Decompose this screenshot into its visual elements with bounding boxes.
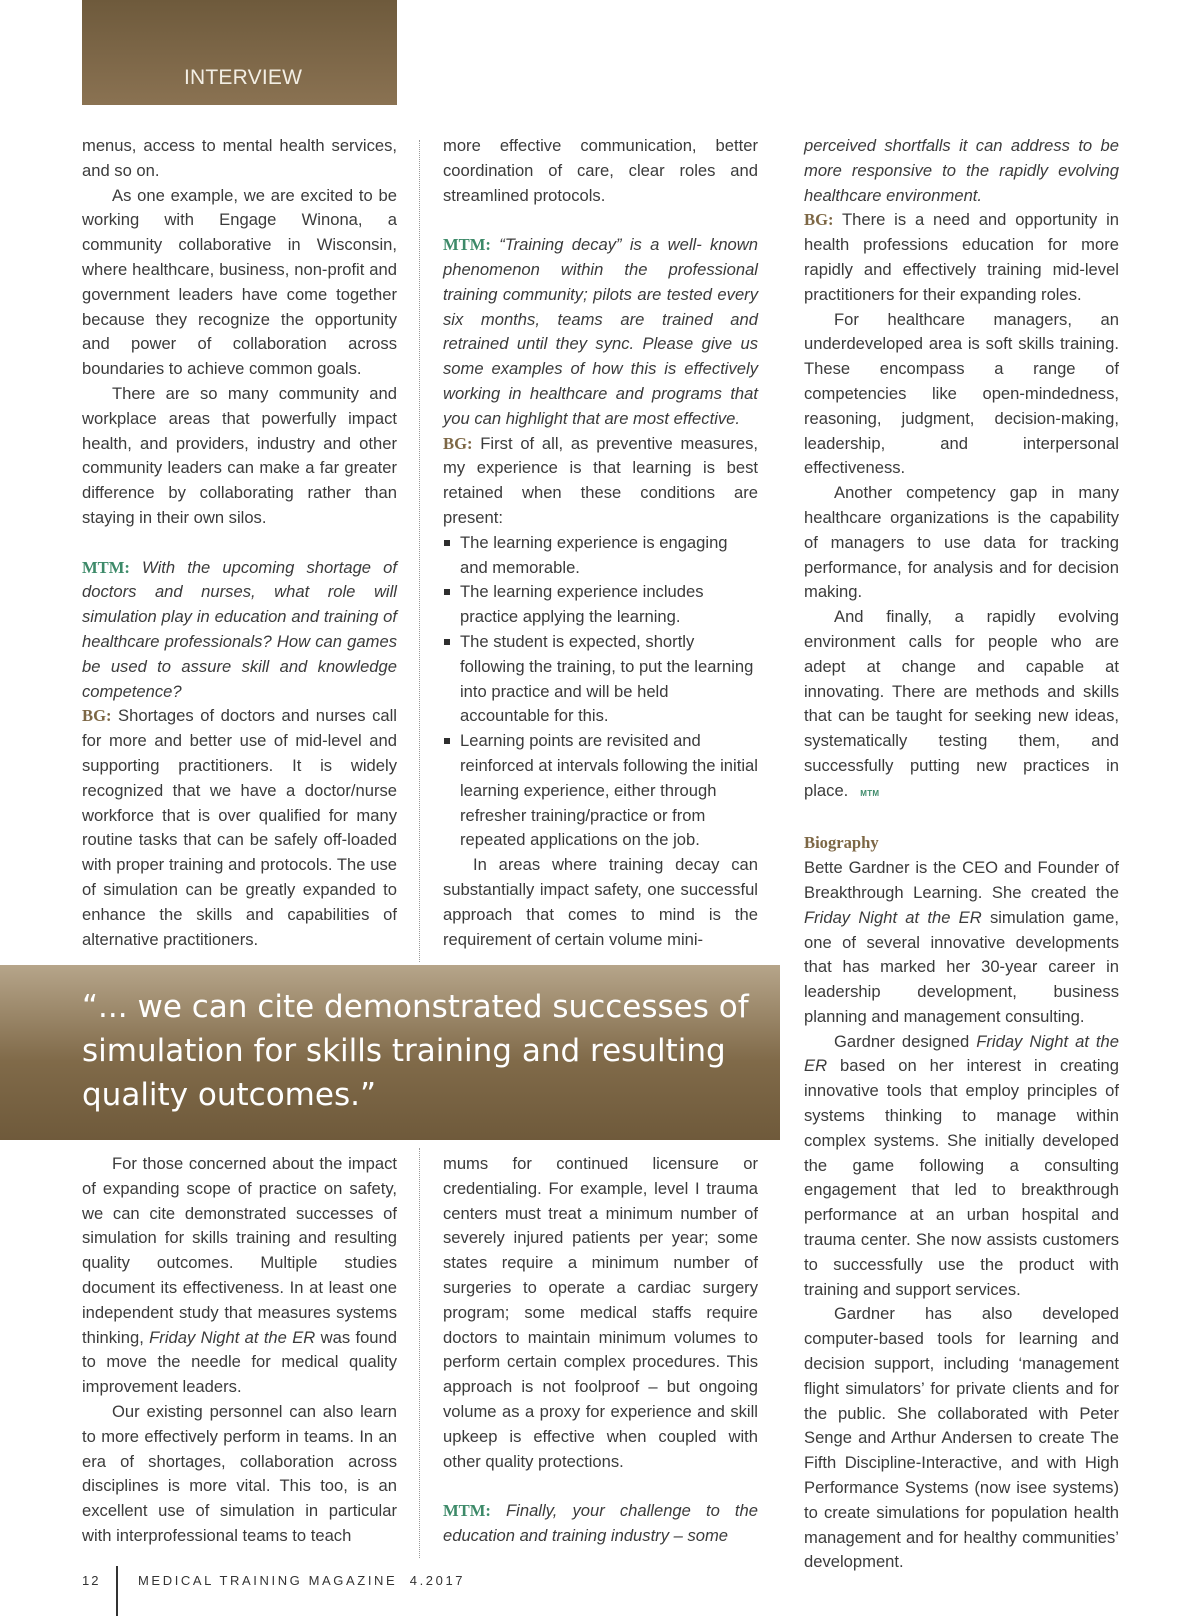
question-continuation: perceived shortfalls it can address to be more responsive to the rapidly evolving healthcare environment. <box>804 136 1119 205</box>
game-title: Friday Night at the ER <box>149 1327 316 1347</box>
bg-label: BG: <box>443 433 473 453</box>
mtm-label: MTM: <box>443 235 491 255</box>
question-paragraph <box>443 1499 758 1549</box>
mtm-label: MTM: <box>82 557 130 577</box>
question-text: Finally, your challenge to the education and training industry – some <box>443 1501 758 1545</box>
game-title: Friday Night at the ER <box>804 1031 1119 1076</box>
column-2-upper <box>443 134 758 952</box>
bio-paragraph <box>804 856 1119 1030</box>
paragraph-text: And finally, a rapidly evolving environment calls for people who are adept at change and capable at innovating. There are methods and skills that can be taught for seeking new ideas, systematically testing them, and successfully putting new practices in place. <box>804 607 1119 800</box>
paragraph: menus, access to mental health services, and so on. <box>82 136 397 180</box>
column-divider <box>419 1148 420 1558</box>
column-1-upper <box>82 134 397 952</box>
biography-heading: Biography <box>804 833 879 853</box>
paragraph-text: For those concerned about the impact of expanding scope of practice on safety, we can cite demonstrated successes of simulation for skills training and resulting quality outcomes. Multiple studies document its effectiveness. In at least one independent study that measures systems thinking, <box>82 1154 397 1347</box>
paragraph-text: was found to move the needle for medical quality improvement leaders. <box>82 1327 397 1397</box>
paragraph: mums for continued licensure or credentialing. For example, level I trauma centers must treat a minimum number of severely injured patients per year; some states require a minimum number of surgeries to operate a cardiac surgery program; some medical staffs require doctors to maintain minimum volumes to perform certain complex procedures. This approach is not foolproof – but ongoing volume as a proxy for experience and skill upkeep is effective when coupled with other quality protections. <box>443 1154 758 1471</box>
column-1-lower <box>82 1152 397 1549</box>
bg-label: BG: <box>804 210 834 230</box>
paragraph: Our existing personnel can also learn to more effectively perform in teams. In an era of shortages, collaboration across disciplines is more vital. This too, is an excellent use of simulation in particular with interprofessional teams to teach <box>82 1401 397 1545</box>
issue-date: 4.2017 <box>409 1573 466 1588</box>
answer-paragraph <box>443 432 758 531</box>
paragraph: As one example, we are excited to be working with Engage Winona, a community collaborative in Wisconsin, where healthcare, business, non-profit and government leaders have come together because they recognize the opportunity and power of collaboration across boundaries to achieve common goals. <box>82 185 397 379</box>
footer-divider <box>116 1566 118 1616</box>
paragraph-text: Bette Gardner is the CEO and Founder of Breakthrough Learning. She created the <box>804 858 1119 902</box>
paragraph-text: Gardner designed <box>834 1031 970 1051</box>
mtm-label: MTM: <box>443 1501 491 1521</box>
list-item: The learning experience is engaging and memorable. <box>443 531 758 581</box>
bullet-list <box>443 531 758 853</box>
paragraph-text: simulation game, one of several innovative developments that has marked her 30-year career in leadership development, business planning and management consulting. <box>804 907 1119 1026</box>
bio-paragraph: Gardner has also developed computer-based tools for learning and decision support, including ‘management flight simulators’ for private clients and for the public. She collaborated with Peter Senge and Arthur Andersen to create The Fifth Discipline-Interactive, and with High Performance Systems (now isee systems) to create simulations for population health management and for healthy communities’ development. <box>804 1304 1119 1572</box>
paragraph: In areas where training decay can substantially impact safety, one successful approach that comes to mind is the requirement of certain volume mini- <box>443 855 758 949</box>
list-item: The student is expected, shortly following the training, to put the learning into practice and will be held accountable for this. <box>443 630 758 729</box>
end-mark: MTM <box>860 788 880 798</box>
answer-text: Shortages of doctors and nurses call for more and better use of mid-level and supporting practitioners. It is widely recognized that we have a doctor/nurse workforce that is over qualified for many routine tasks that can be safely off-loaded with proper training and protocols. The use of simulation can be greatly expanded to enhance the skills and capabilities of alternative practitioners. <box>82 706 397 949</box>
column-3 <box>804 134 1119 1575</box>
question-paragraph <box>443 233 758 431</box>
question-text: With the upcoming shortage of doctors and nurses, what role will simulation play in education and training of healthcare professionals? How can games be used to assure skill and knowledge competence? <box>82 557 397 701</box>
answer-text: There is a need and opportunity in health professions education for more rapidly and effectively training mid-level practitioners for their expanding roles. <box>804 210 1120 304</box>
bio-paragraph <box>804 1030 1119 1303</box>
paragraph: For healthcare managers, an underdeveloped area is soft skills training. These encompass a range of competencies like open-mindedness, reasoning, judgment, decision-making, leadership, and interpersonal effectiveness. <box>804 309 1119 478</box>
pull-quote-band <box>0 965 780 1140</box>
game-title: Friday Night at the ER <box>804 907 982 927</box>
column-divider <box>419 140 420 962</box>
paragraph <box>804 605 1119 806</box>
paragraph: Another competency gap in many healthcare organizations is the capability of managers to use data for tracking performance, for analysis and for decision making. <box>804 483 1119 602</box>
question-paragraph <box>82 556 397 705</box>
paragraph: more effective communication, better coordination of care, clear roles and streamlined protocols. <box>443 136 758 205</box>
footer-magazine <box>138 1573 465 1588</box>
column-2-lower <box>443 1152 758 1549</box>
bg-label: BG: <box>82 706 112 726</box>
list-item: Learning points are revisited and reinforced at intervals following the initial learning experience, either through refresher training/practice or from repeated applications on the job. <box>443 729 758 853</box>
answer-paragraph <box>804 208 1119 307</box>
question-text: “Training decay” is a well- known phenomenon within the professional training community; pilots are tested every six months, teams are trained and retrained until they sync. Please give us some examples of how this is effectively working in healthcare and programs that you can highlight that are most effective. <box>443 235 758 428</box>
magazine-name: MEDICAL TRAINING MAGAZINE <box>138 1573 398 1588</box>
pull-quote-text: “... we can cite demonstrated successes of simulation for skills training and resulting quality outcomes.” <box>82 989 749 1113</box>
page-number: 12 <box>82 1573 101 1588</box>
paragraph: There are so many community and workplace areas that powerfully impact health, and providers, industry and other community leaders can make a far greater difference by collaborating rather than staying in their own silos. <box>82 383 397 527</box>
paragraph <box>82 1152 397 1400</box>
section-label: INTERVIEW <box>184 66 303 89</box>
paragraph-text: based on her interest in creating innovative tools that employ principles of systems thinking to manage within complex systems. She initially developed the game following a consulting engagement that led to breakthrough performance at an urban hospital and trauma center. She now assists customers to successfully use the product with training and support services. <box>804 1056 1119 1299</box>
answer-paragraph <box>82 704 397 952</box>
section-header-tab <box>82 0 397 105</box>
answer-text: First of all, as preventive measures, my experience is that learning is best retained when these conditions are present: <box>443 433 758 527</box>
list-item: The learning experience includes practice applying the learning. <box>443 580 758 630</box>
